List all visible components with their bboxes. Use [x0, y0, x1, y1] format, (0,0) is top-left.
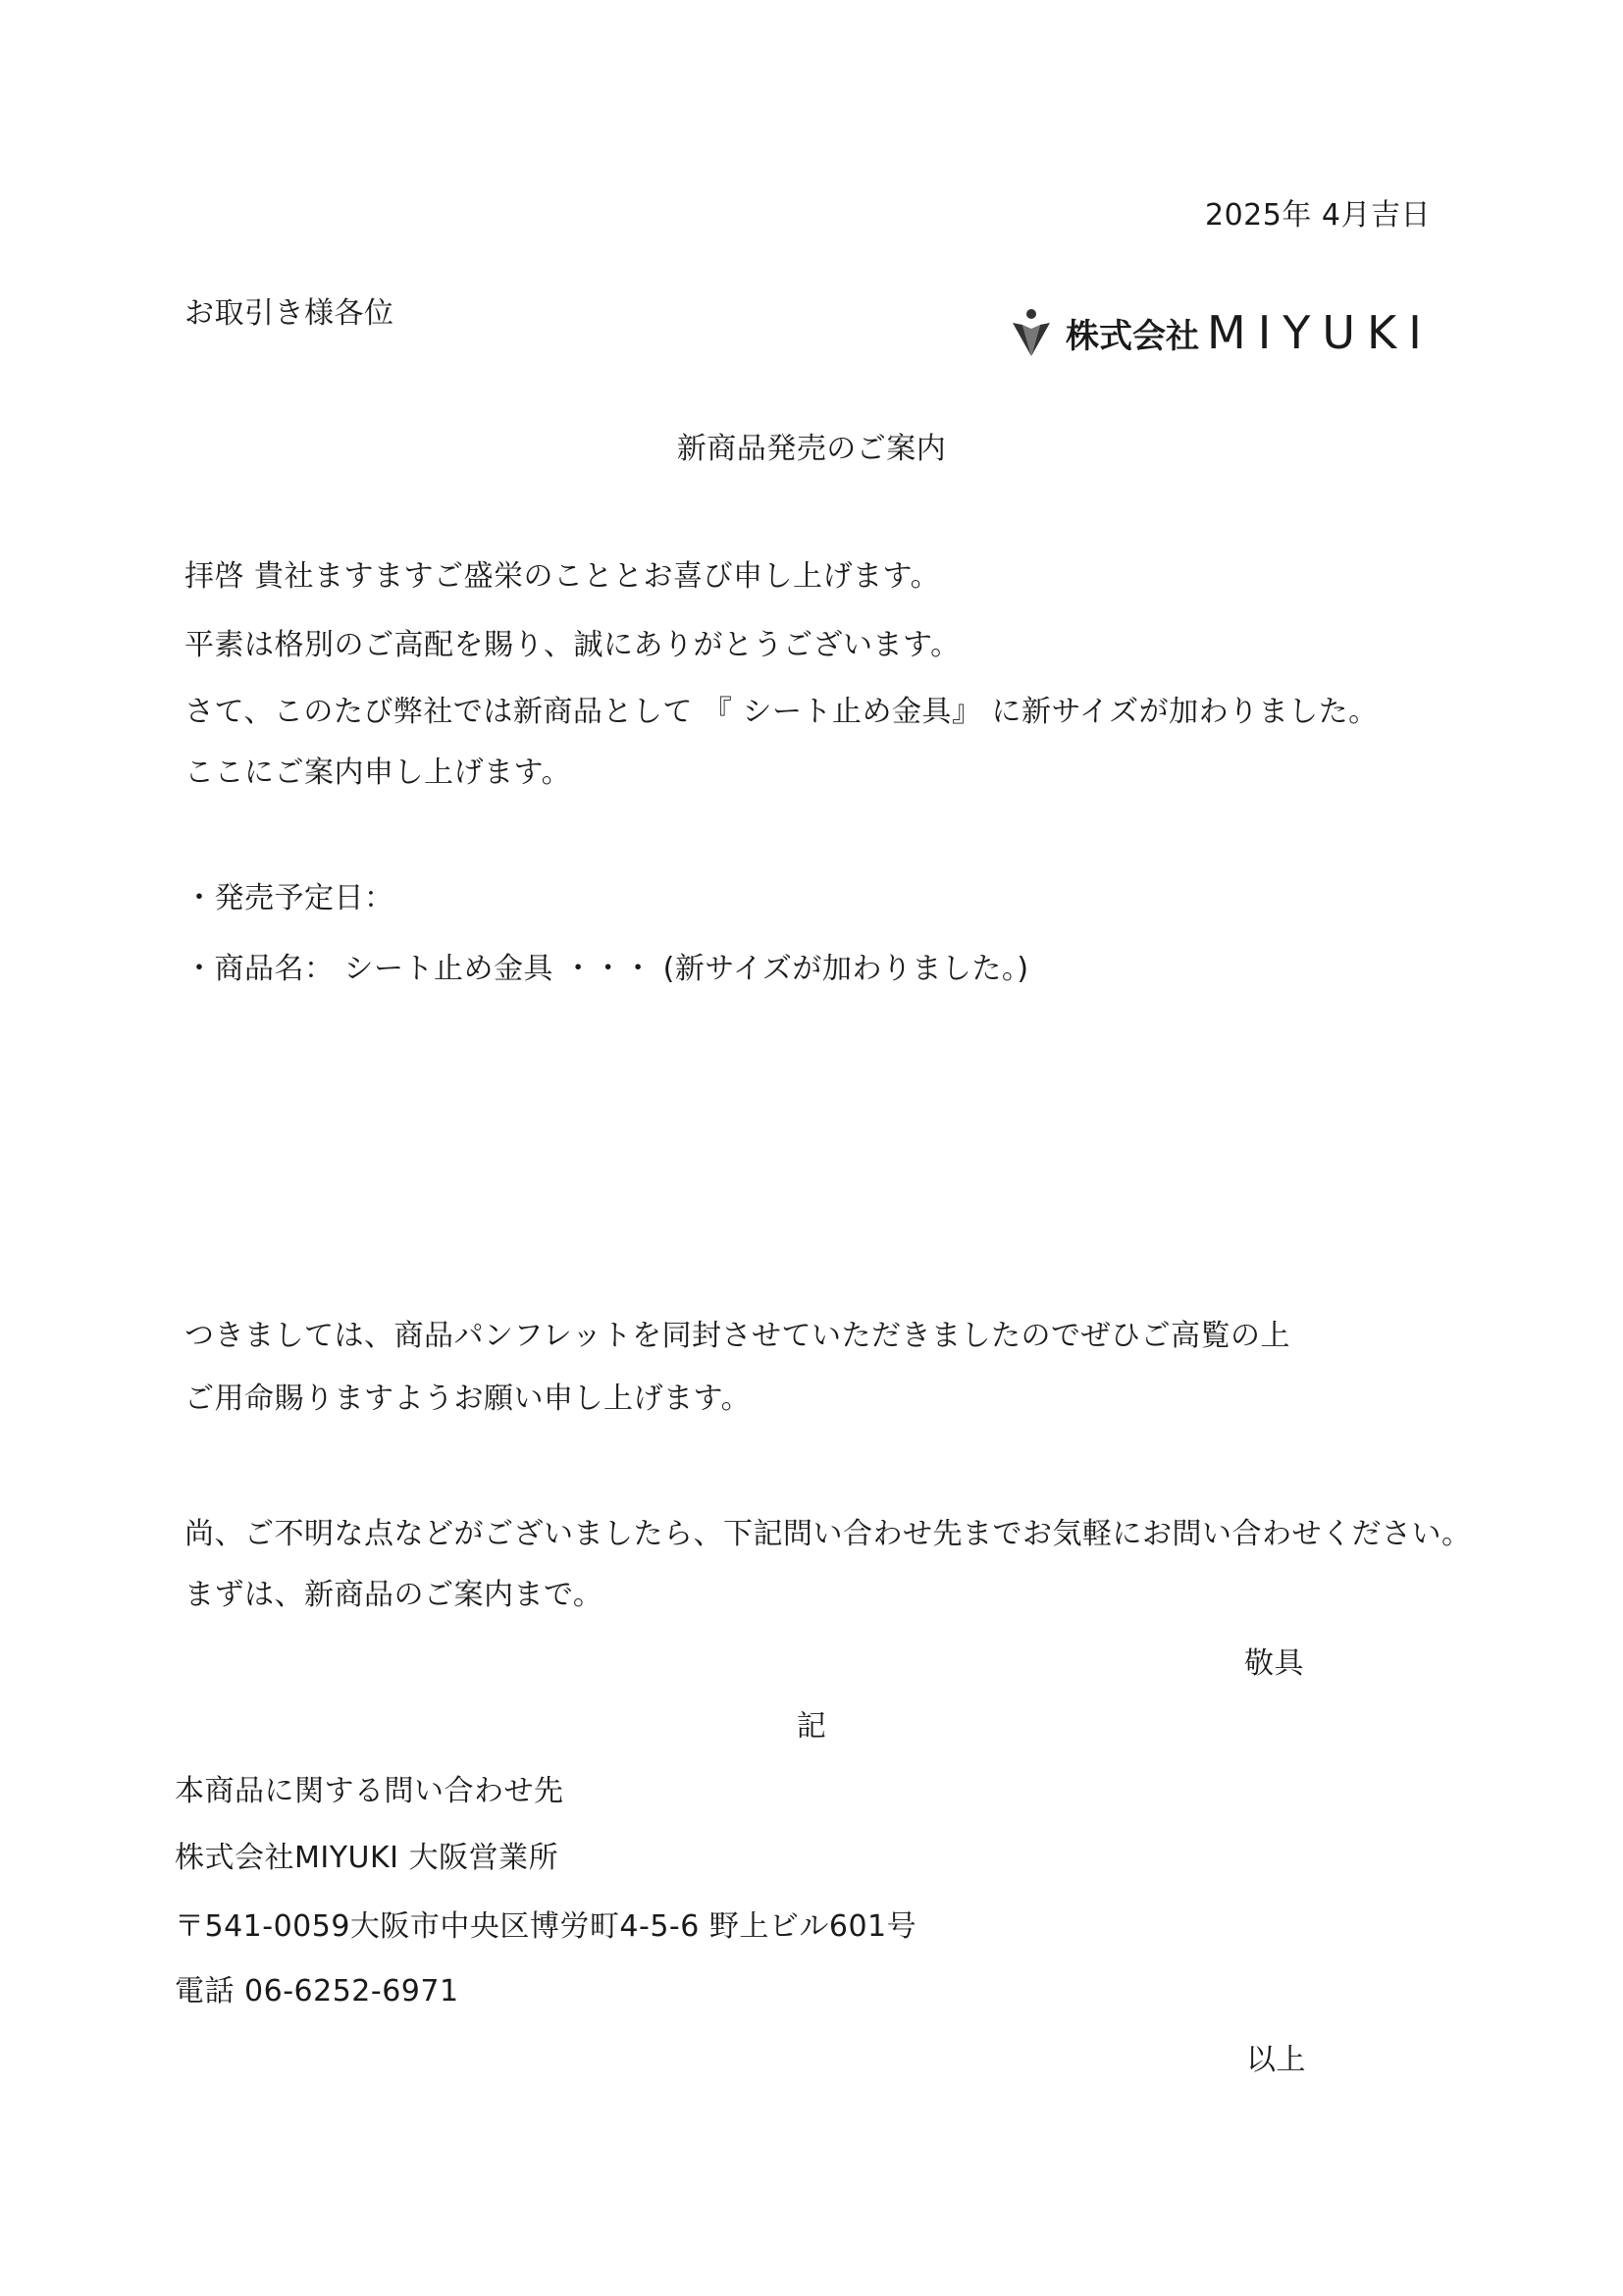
contact-company: 株式会社MIYUKI 大阪営業所 [175, 1841, 559, 1875]
greeting-paragraph: 拝啓 貴社ますますご盛栄のこととお喜び申し上げます。 [184, 559, 941, 594]
company-name-ja: 株式会社 [1066, 316, 1199, 356]
product-name-item: ・商品名： シート止め金具 ・・・ (新サイズが加わりました。) [184, 952, 1029, 986]
pamphlet-paragraph: つきましては、商品パンフレットを同封させていただきましたのでぜひご高覧の上 [184, 1319, 1290, 1353]
inquiry-paragraph: 尚、ご不明な点などがございましたら、下記問い合わせ先までお気軽にお問い合わせください。 [184, 1517, 1472, 1551]
contact-phone: 電話 06-6252-6971 [175, 1974, 459, 2009]
contact-address: 〒541-0059大阪市中央区博労町4-5-6 野上ビル601号 [175, 1909, 917, 1944]
contact-heading: 本商品に関する問い合わせ先 [175, 1774, 564, 1808]
letter-title: 新商品発売のご案内 [676, 432, 947, 466]
request-paragraph: ご用命賜りますようお願い申し上げます。 [184, 1382, 752, 1416]
gratitude-paragraph: 平素は格別のご高配を賜り、誠にありがとうございます。 [184, 628, 961, 662]
addressee: お取引き様各位 [184, 296, 394, 331]
release-date-item: ・発売予定日： [184, 881, 394, 915]
ki-heading: 記 [796, 1709, 827, 1744]
summary-paragraph: まずは、新商品のご案内まで。 [184, 1578, 603, 1612]
announcement-paragraph: さて、このたび弊社では新商品として 『 シート止め金具』 に新サイズが加わりました。 [184, 695, 1379, 729]
end-mark: 以上 [1246, 2043, 1306, 2077]
miyuki-logo-icon [1011, 307, 1052, 358]
announcement-closing: ここにご案内申し上げます。 [184, 756, 572, 790]
company-name-en: MIYUKI [1207, 306, 1434, 359]
letter-date: 2025年 4月吉日 [1205, 198, 1431, 233]
closing-keigu: 敬具 [1244, 1646, 1304, 1681]
company-logo [1011, 306, 1434, 359]
